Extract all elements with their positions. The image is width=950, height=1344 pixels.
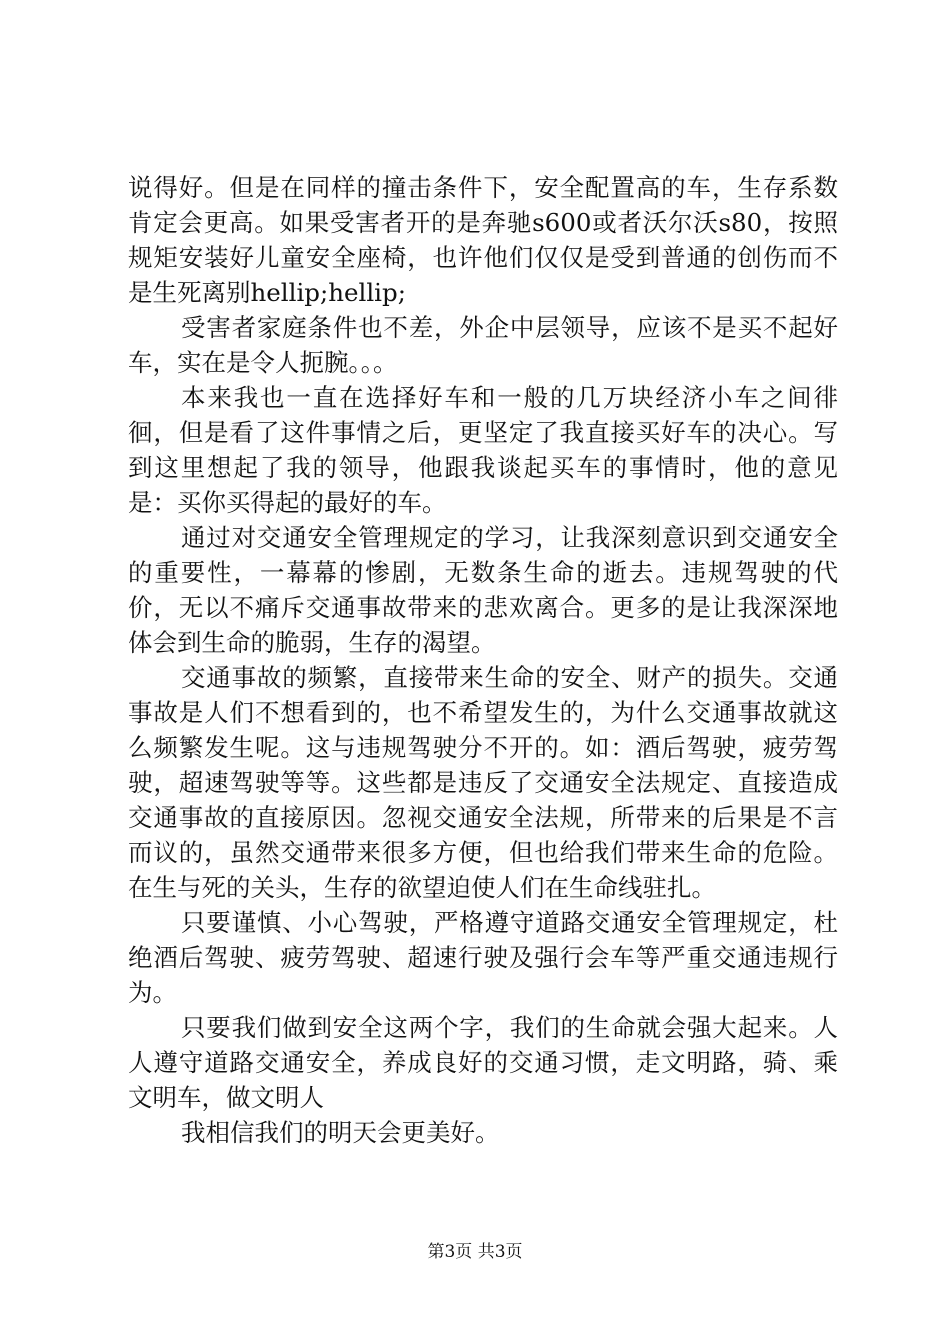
paragraph-2: 受害者家庭条件也不差，外企中层领导，应该不是买不起好车，实在是令人扼腕。。。 [128,313,838,377]
paragraph-6: 只要谨慎、小心驾驶，严格遵守道路交通安全管理规定，杜绝酒后驾驶、疲劳驾驶、超速行驶及强行会车等严重交通违规行为。 [128,908,838,1007]
paragraph-5: 交通事故的频繁，直接带来生命的安全、财产的损失。交通事故是人们不想看到的，也不希望发生的，为什么交通事故就这么频繁发生呢。这与违规驾驶分不开的。如：酒后驾驶，疲劳驾驶，超速驾驶等等。这些都是违反了交通安全法规定、直接造成交通事故的直接原因。忽视交通安全法规，所带来的后果是不言而议的，虽然交通带来很多方便，但也给我们带来生命的危险。在生与死的关头，生存的欲望迫使人们在生命线驻扎。 [128,663,838,902]
page-footer: 第3页 共3页 [427,1242,523,1262]
paragraph-4: 通过对交通安全管理规定的学习，让我深刻意识到交通安全的重要性，一幕幕的惨剧，无数条生命的逝去。违规驾驶的代价，无以不痛斥交通事故带来的悲欢离合。更多的是让我深深地体会到生命的脆弱，生存的渴望。 [128,523,838,657]
document-body [128,170,838,1150]
paragraph-3: 本来我也一直在选择好车和一般的几万块经济小车之间徘徊，但是看了这件事情之后，更坚定了我直接买好车的决心。写到这里想起了我的领导，他跟我谈起买车的事情时，他的意见是：买你买得起的最好的车。 [128,383,838,517]
paragraph-1: 说得好。但是在同样的撞击条件下，安全配置高的车，生存系数肯定会更高。如果受害者开的是奔驰s600或者沃尔沃s80，按照规矩安装好儿童安全座椅，也许他们仅仅是受到普通的创伤而不是生死离别hellip;hellip; [128,173,838,307]
paragraph-8: 我相信我们的明天会更美好。 [181,1118,500,1147]
paragraph-7: 只要我们做到安全这两个字，我们的生命就会强大起来。人人遵守道路交通安全，养成良好的交通习惯，走文明路，骑、乘文明车，做文明人 [128,1013,838,1112]
